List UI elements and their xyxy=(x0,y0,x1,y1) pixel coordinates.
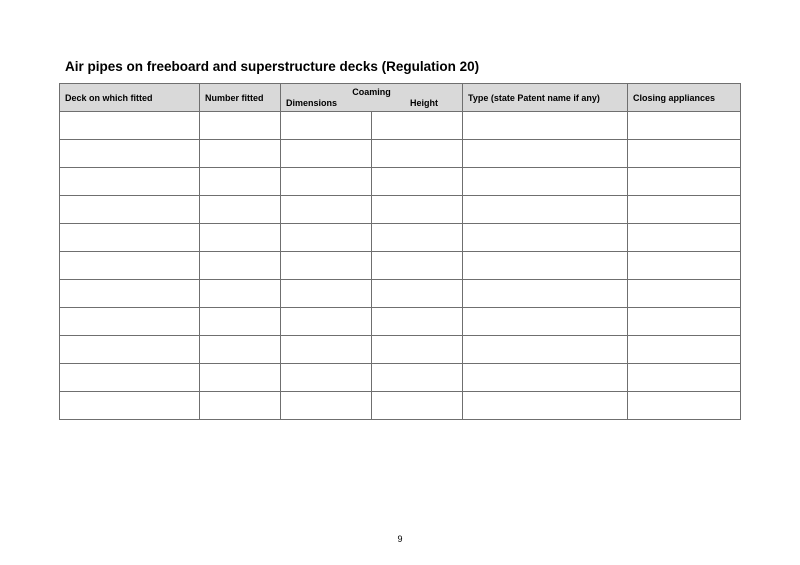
height-cell[interactable] xyxy=(372,196,463,224)
table-row xyxy=(60,280,741,308)
dimensions-cell[interactable] xyxy=(281,308,372,336)
number-fitted-cell[interactable] xyxy=(200,308,281,336)
dimensions-cell[interactable] xyxy=(281,280,372,308)
dimensions-cell[interactable] xyxy=(281,168,372,196)
closing-appliances-cell[interactable] xyxy=(628,364,741,392)
type-cell[interactable] xyxy=(463,112,628,140)
header-row xyxy=(60,84,741,112)
type-cell[interactable] xyxy=(463,140,628,168)
table-row xyxy=(60,364,741,392)
deck-cell[interactable] xyxy=(60,308,200,336)
type-cell[interactable] xyxy=(463,308,628,336)
header-coaming xyxy=(281,84,463,112)
height-cell[interactable] xyxy=(372,112,463,140)
closing-appliances-cell[interactable] xyxy=(628,168,741,196)
deck-cell[interactable] xyxy=(60,280,200,308)
table-row xyxy=(60,308,741,336)
type-cell[interactable] xyxy=(463,196,628,224)
table-body xyxy=(60,112,741,420)
dimensions-cell[interactable] xyxy=(281,364,372,392)
type-cell[interactable] xyxy=(463,392,628,420)
number-fitted-cell[interactable] xyxy=(200,364,281,392)
deck-cell[interactable] xyxy=(60,224,200,252)
number-fitted-cell[interactable] xyxy=(200,252,281,280)
height-cell[interactable] xyxy=(372,280,463,308)
type-cell[interactable] xyxy=(463,364,628,392)
number-fitted-cell[interactable] xyxy=(200,196,281,224)
type-cell[interactable] xyxy=(463,252,628,280)
closing-appliances-cell[interactable] xyxy=(628,252,741,280)
header-number-fitted: Number fitted xyxy=(200,84,281,112)
table-row xyxy=(60,392,741,420)
dimensions-cell[interactable] xyxy=(281,252,372,280)
dimensions-cell[interactable] xyxy=(281,224,372,252)
page-number: 9 xyxy=(397,534,403,544)
header-height: Height xyxy=(410,98,438,108)
type-cell[interactable] xyxy=(463,168,628,196)
deck-cell[interactable] xyxy=(60,364,200,392)
closing-appliances-cell[interactable] xyxy=(628,112,741,140)
number-fitted-cell[interactable] xyxy=(200,392,281,420)
number-fitted-cell[interactable] xyxy=(200,336,281,364)
deck-cell[interactable] xyxy=(60,392,200,420)
deck-cell[interactable] xyxy=(60,112,200,140)
deck-cell[interactable] xyxy=(60,196,200,224)
number-fitted-cell[interactable] xyxy=(200,140,281,168)
deck-cell[interactable] xyxy=(60,140,200,168)
number-fitted-cell[interactable] xyxy=(200,168,281,196)
type-cell[interactable] xyxy=(463,280,628,308)
deck-cell[interactable] xyxy=(60,336,200,364)
height-cell[interactable] xyxy=(372,252,463,280)
closing-appliances-cell[interactable] xyxy=(628,280,741,308)
header-type: Type (state Patent name if any) xyxy=(463,84,628,112)
dimensions-cell[interactable] xyxy=(281,336,372,364)
table-row xyxy=(60,168,741,196)
height-cell[interactable] xyxy=(372,364,463,392)
air-pipes-table xyxy=(59,83,741,420)
number-fitted-cell[interactable] xyxy=(200,224,281,252)
closing-appliances-cell[interactable] xyxy=(628,336,741,364)
type-cell[interactable] xyxy=(463,224,628,252)
table-row xyxy=(60,140,741,168)
deck-cell[interactable] xyxy=(60,252,200,280)
dimensions-cell[interactable] xyxy=(281,140,372,168)
table-row xyxy=(60,224,741,252)
closing-appliances-cell[interactable] xyxy=(628,392,741,420)
page-title: Air pipes on freeboard and superstructure decks (Regulation 20) xyxy=(65,59,480,74)
header-closing-appliances: Closing appliances xyxy=(628,84,741,112)
table-row xyxy=(60,112,741,140)
dimensions-cell[interactable] xyxy=(281,112,372,140)
closing-appliances-cell[interactable] xyxy=(628,140,741,168)
closing-appliances-cell[interactable] xyxy=(628,196,741,224)
closing-appliances-cell[interactable] xyxy=(628,308,741,336)
height-cell[interactable] xyxy=(372,224,463,252)
number-fitted-cell[interactable] xyxy=(200,280,281,308)
header-deck: Deck on which fitted xyxy=(60,84,200,112)
type-cell[interactable] xyxy=(463,336,628,364)
header-coaming-label: Coaming xyxy=(352,87,391,97)
header-dimensions: Dimensions xyxy=(286,98,338,108)
table-row xyxy=(60,196,741,224)
height-cell[interactable] xyxy=(372,392,463,420)
number-fitted-cell[interactable] xyxy=(200,112,281,140)
closing-appliances-cell[interactable] xyxy=(628,224,741,252)
table-row xyxy=(60,336,741,364)
height-cell[interactable] xyxy=(372,336,463,364)
height-cell[interactable] xyxy=(372,168,463,196)
height-cell[interactable] xyxy=(372,308,463,336)
dimensions-cell[interactable] xyxy=(281,392,372,420)
height-cell[interactable] xyxy=(372,140,463,168)
dimensions-cell[interactable] xyxy=(281,196,372,224)
table-row xyxy=(60,252,741,280)
deck-cell[interactable] xyxy=(60,168,200,196)
